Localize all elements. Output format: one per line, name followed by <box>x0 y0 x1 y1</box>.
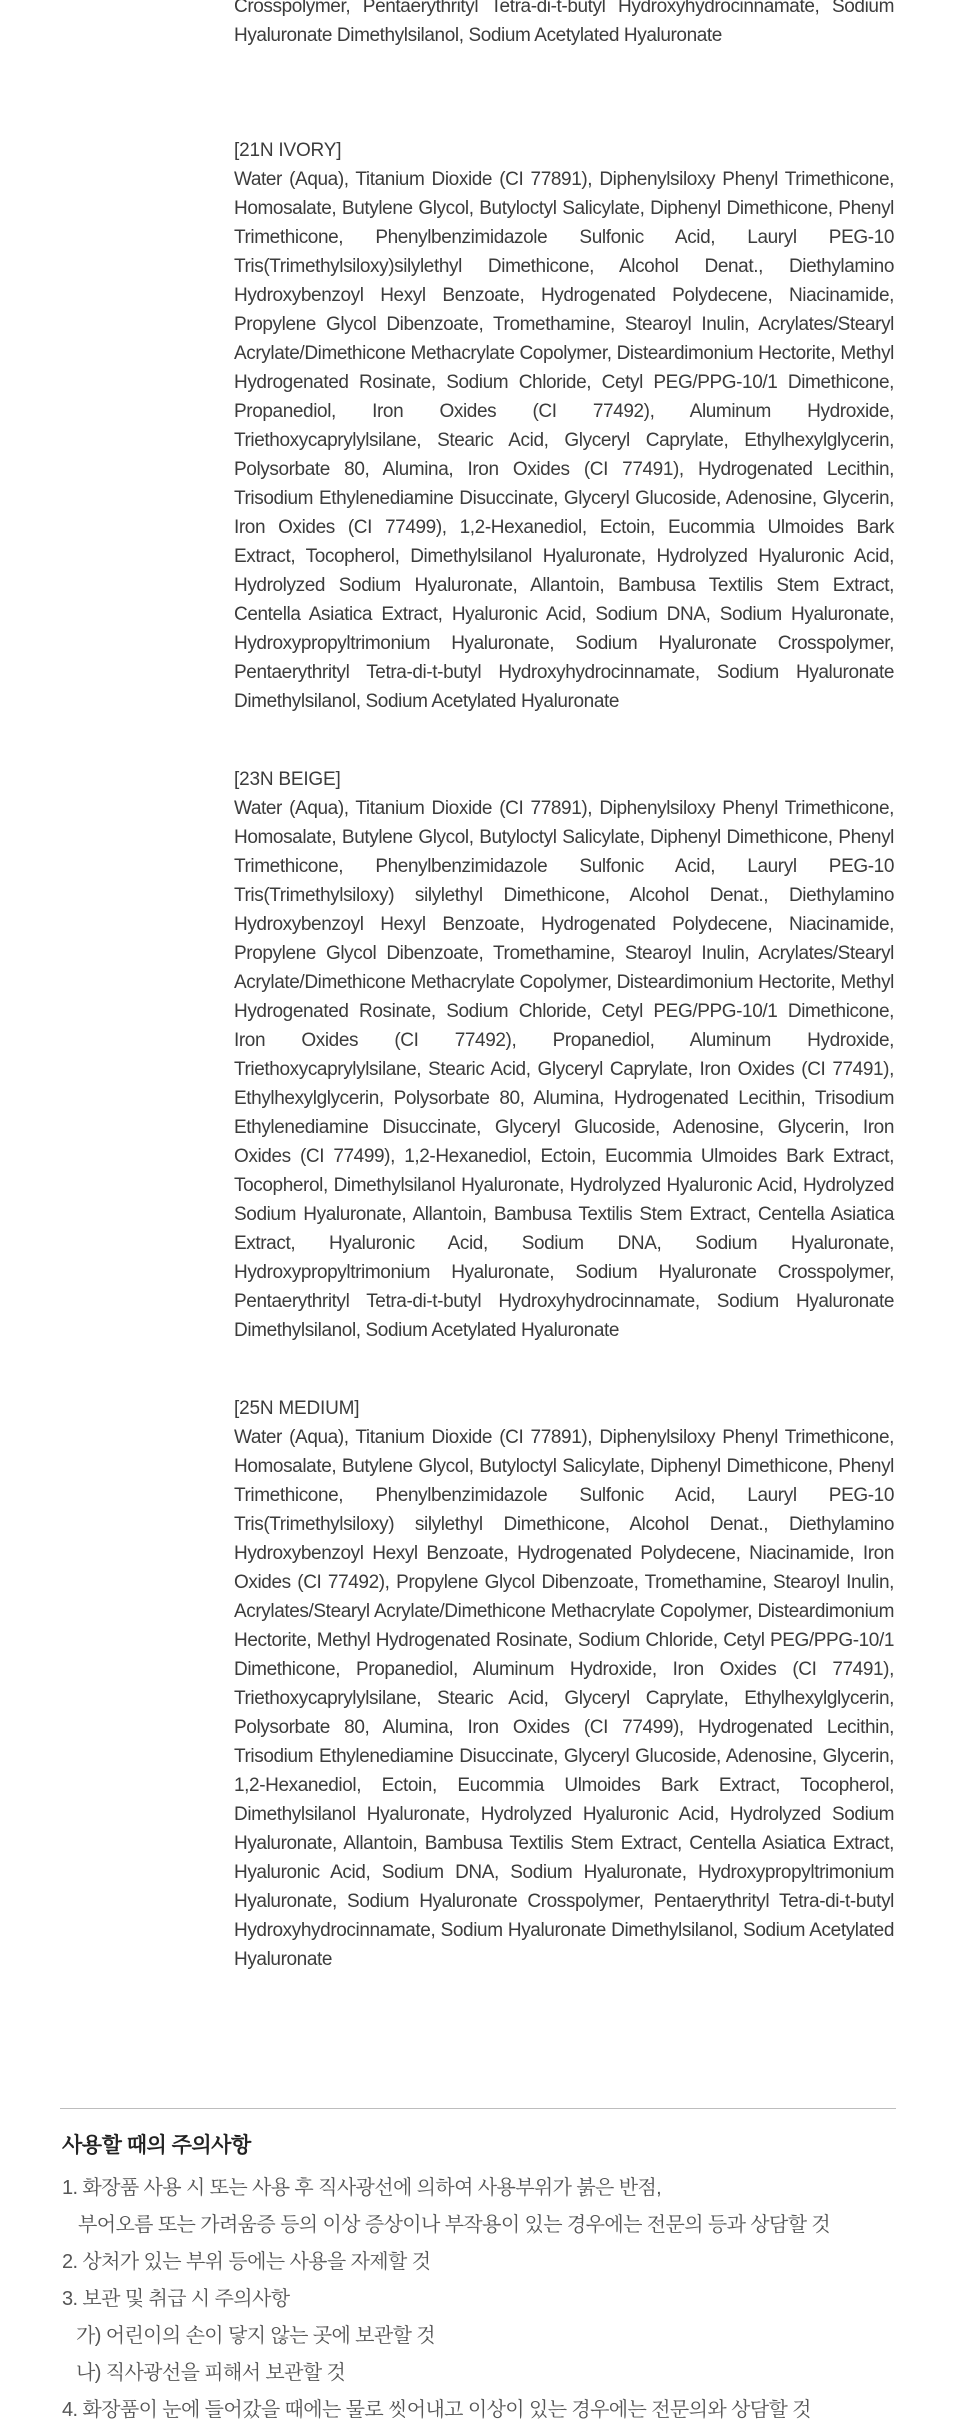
caution-item-3b: 나) 직사광선을 피해서 보관할 것 <box>76 2362 346 2384</box>
caution-item-2: 2. 상처가 있는 부위 등에는 사용을 자제할 것 <box>62 2251 431 2273</box>
section-divider <box>60 2108 896 2109</box>
ingredient-list: Water (Aqua), Titanium Dioxide (CI 77891), Diphenylsiloxy Phenyl Trimethicone, Homosalate, Butylene Glycol, Butyloctyl Salicylate, Diphenyl Dimethicone, Phenyl Trimethicone, Phenylbenzimidazole Sulfonic Acid, Lauryl PEG-10 Tris(Trimethylsiloxy) silylethyl Dimethicone, Alcohol Denat., Diethylamino Hydroxybenzoyl Hexyl Benzoate, Hydrogenated Polydecene, Niacinamide, Propylene Glycol Dibenzoate, Tromethamine, Stearoyl Inulin, Acrylates/Stearyl Acrylate/Dimethicone Methacrylate Copolymer, Disteardimonium Hectorite, Methyl Hydrogenated Rosinate, Sodium Chloride, Cetyl PEG/PPG-10/1 Dimethicone, Iron Oxides (CI 77492), Propanediol, Aluminum Hydroxide, Triethoxycaprylylsilane, Stearic Acid, Glyceryl Caprylate, Iron Oxides (CI 77491), Ethylhexylglycerin, Polysorbate 80, Alumina, Hydrogenated Lecithin, Trisodium Ethylenediamine Disuccinate, Glyceryl Glucoside, Adenosine, Glycerin, Iron Oxides (CI 77499), 1,2-Hexanediol, Ectoin, Eucommia Ulmoides Bark Extract, Tocopherol, Dimethylsilanol Hyaluronate, Hydrolyzed Hyaluronic Acid, Hydrolyzed Sodium Hyaluronate, Allantoin, Bambusa Textilis Stem Extract, Centella Asiatica Extract, Hyaluronic Acid, Sodium DNA, Sodium Hyaluronate, Hydroxypropyltrimonium Hyaluronate, Sodium Hyaluronate Crosspolymer, Pentaerythrityl Tetra-di-t-butyl Hydroxyhydrocinnamate, Sodium Hyaluronate Dimethylsilanol, Sodium Acetylated Hyaluronate <box>234 798 894 1341</box>
ingredient-list-previous-shade-end: Crosspolymer, Pentaerythrityl Tetra-di-t-butyl Hydroxyhydrocinnamate, Sodium Hyaluronate Dimethylsilanol, Sodium Acetylated Hyaluronate <box>234 0 894 46</box>
shade-title: [25N MEDIUM] <box>234 1398 360 1419</box>
caution-title: 사용할 때의 주의사항 <box>62 2134 251 2157</box>
shade-section-21n-ivory <box>234 136 894 716</box>
shade-title: [23N BEIGE] <box>234 769 341 790</box>
shade-section-25n-medium <box>234 1394 894 1974</box>
shade-title: [21N IVORY] <box>234 140 342 161</box>
ingredient-list: Water (Aqua), Titanium Dioxide (CI 77891), Diphenylsiloxy Phenyl Trimethicone, Homosalate, Butylene Glycol, Butyloctyl Salicylate, Diphenyl Dimethicone, Phenyl Trimethicone, Phenylbenzimidazole Sulfonic Acid, Lauryl PEG-10 Tris(Trimethylsiloxy)silylethyl Dimethicone, Alcohol Denat., Diethylamino Hydroxybenzoyl Hexyl Benzoate, Hydrogenated Polydecene, Niacinamide, Propylene Glycol Dibenzoate, Tromethamine, Stearoyl Inulin, Acrylates/Stearyl Acrylate/Dimethicone Methacrylate Copolymer, Disteardimonium Hectorite, Methyl Hydrogenated Rosinate, Sodium Chloride, Cetyl PEG/PPG-10/1 Dimethicone, Propanediol, Iron Oxides (CI 77492), Aluminum Hydroxide, Triethoxycaprylylsilane, Stearic Acid, Glyceryl Caprylate, Ethylhexylglycerin, Polysorbate 80, Alumina, Iron Oxides (CI 77491), Hydrogenated Lecithin, Trisodium Ethylenediamine Disuccinate, Glyceryl Glucoside, Adenosine, Glycerin, Iron Oxides (CI 77499), 1,2-Hexanediol, Ectoin, Eucommia Ulmoides Bark Extract, Tocopherol, Dimethylsilanol Hyaluronate, Hydrolyzed Hyaluronic Acid, Hydrolyzed Sodium Hyaluronate, Allantoin, Bambusa Textilis Stem Extract, Centella Asiatica Extract, Hyaluronic Acid, Sodium DNA, Sodium Hyaluronate, Hydroxypropyltrimonium Hyaluronate, Sodium Hyaluronate Crosspolymer, Pentaerythrityl Tetra-di-t-butyl Hydroxyhydrocinnamate, Sodium Hyaluronate Dimethylsilanol, Sodium Acetylated Hyaluronate <box>234 169 894 712</box>
ingredient-list: Water (Aqua), Titanium Dioxide (CI 77891), Diphenylsiloxy Phenyl Trimethicone, Homosalate, Butylene Glycol, Butyloctyl Salicylate, Diphenyl Dimethicone, Phenyl Trimethicone, Phenylbenzimidazole Sulfonic Acid, Lauryl PEG-10 Tris(Trimethylsiloxy) silylethyl Dimethicone, Alcohol Denat., Diethylamino Hydroxybenzoyl Hexyl Benzoate, Hydrogenated Polydecene, Niacinamide, Iron Oxides (CI 77492), Propylene Glycol Dibenzoate, Tromethamine, Stearoyl Inulin, Acrylates/Stearyl Acrylate/Dimethicone Methacrylate Copolymer, Disteardimonium Hectorite, Methyl Hydrogenated Rosinate, Sodium Chloride, Cetyl PEG/PPG-10/1 Dimethicone, Propanediol, Aluminum Hydroxide, Iron Oxides (CI 77491), Triethoxycaprylylsilane, Stearic Acid, Glyceryl Caprylate, Ethylhexylglycerin, Polysorbate 80, Alumina, Iron Oxides (CI 77499), Hydrogenated Lecithin, Trisodium Ethylenediamine Disuccinate, Glyceryl Glucoside, Adenosine, Glycerin, 1,2-Hexanediol, Ectoin, Eucommia Ulmoides Bark Extract, Tocopherol, Dimethylsilanol Hyaluronate, Hydrolyzed Hyaluronic Acid, Hydrolyzed Sodium Hyaluronate, Allantoin, Bambusa Textilis Stem Extract, Centella Asiatica Extract, Hyaluronic Acid, Sodium DNA, Sodium Hyaluronate, Hydroxypropyltrimonium Hyaluronate, Sodium Hyaluronate Crosspolymer, Pentaerythrityl Tetra-di-t-butyl Hydroxyhydrocinnamate, Sodium Hyaluronate Dimethylsilanol, Sodium Acetylated Hyaluronate <box>234 1427 894 1970</box>
caution-section <box>62 2130 902 2429</box>
caution-item-3a: 가) 어린이의 손이 닿지 않는 곳에 보관할 것 <box>76 2325 435 2347</box>
caution-item-3: 3. 보관 및 취급 시 주의사항 <box>62 2288 290 2310</box>
caution-item-1-continued: 부어오름 또는 가려움증 등의 이상 증상이나 부작용이 있는 경우에는 전문의 등과 상담할 것 <box>78 2214 831 2236</box>
shade-section-23n-beige <box>234 765 894 1345</box>
ingredients-top-fragment <box>234 0 894 50</box>
caution-item-1: 1. 화장품 사용 시 또는 사용 후 직사광선에 의하여 사용부위가 붉은 반점, <box>62 2177 662 2199</box>
caution-item-4: 4. 화장품이 눈에 들어갔을 때에는 물로 씻어내고 이상이 있는 경우에는 전문의와 상담할 것 <box>62 2399 811 2421</box>
